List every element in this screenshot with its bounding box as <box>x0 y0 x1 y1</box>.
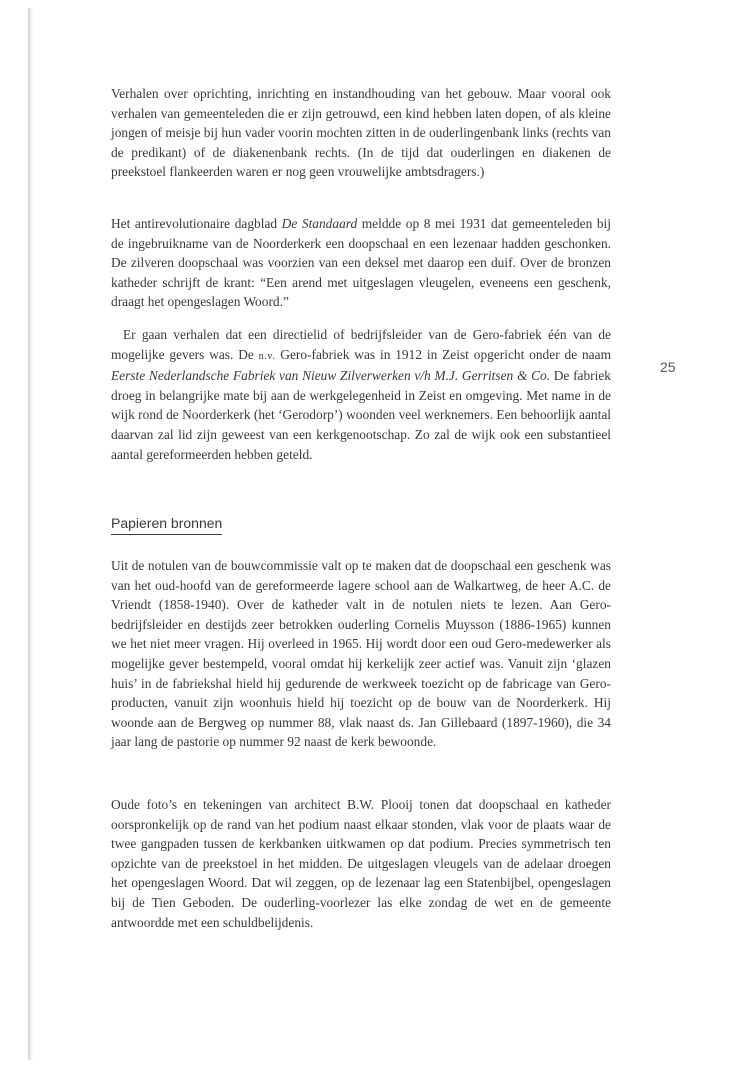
page-number: 25 <box>660 359 676 375</box>
paragraph-notulen: Uit de notulen van de bouwcommissie valt op te maken dat de doopschaal een geschenk was van het oud-hoofd van de gereformeerde lagere school aan de Walkartweg, de heer A.C. de Vriendt (1858-1940). Over de katheder valt in de notulen niets te lezen. Aan Gero-bedrijfsleider en destijds zeer betrokken ouderling Cornelis Muysson (1886-1965) kunnen we het niet meer vragen. Hij overleed in 1965. Hij wordt door een oud Gero-medewerker als mogelijke gever bestempeld, vooral omdat hij kerkelijk zeer actief was. Vanuit zijn ‘glazen huis’ in de fabriekshal hield hij gedurende de werkweek toezicht op de fabricage van Gero-producten, vanuit zijn woonhuis hield hij toezicht op de bouw van de Noorderkerk. Hij woonde aan de Bergweg op nummer 88, vlak naast ds. Jan Gillebaard (1897-1960), die 34 jaar lang de pastorie op nummer 92 naast de kerk bewoonde. <box>111 558 611 750</box>
paragraph-intro: Verhalen over oprichting, inrichting en instandhouding van het gebouw. Maar vooral ook verhalen van gemeenteleden die er zijn getrouwd, een kind hebben laten dopen, of als kleine jongen of meisje bij hun vader voorin mochten zitten in de ouderlingenbank links (rechts van de predikant) of de diakenenbank rechts. (In de tijd dat ouderlingen en diakenen de preekstoel flankeerden waren er nog geen vrouwelijke ambtsdragers.) <box>111 86 611 180</box>
paragraph-gero-part3: De fabriek droeg in belangrijke mate bij aan de werkgelegenheid in Zeist en omgeving. Met name in de wijk rond de Noorderkerk (het ‘Gerodorp’) woonden veel werknemers. Een behoorlijk aantal daarvan zal lid zijn geweest van een kerkgenootschap. Zo zal de wijk ook een substantieel aantal gereformeerden hebben geteld. <box>111 368 611 462</box>
section-heading: Papieren bronnen <box>111 515 222 535</box>
paragraph-standaard <box>111 214 611 312</box>
paragraph-gero-part2: Gero-fabriek was in 1912 in Zeist opgericht onder de naam <box>275 346 611 362</box>
newspaper-title: De Standaard <box>281 216 358 231</box>
paragraph-gero-fabriek <box>111 325 611 464</box>
company-name: Eerste Nederlandsche Fabriek van Nieuw Zilverwerken v/h M.J. Gerritsen & Co. <box>111 368 551 384</box>
paragraph-oude-fotos: Oude foto’s en tekeningen van architect B.W. Plooij tonen dat doopschaal en katheder oorspronkelijk op de rand van het podium naast elkaar stonden, vlak voor de plaats waar de twee gangpaden tussen de kerkbanken uitkwamen op dat podium. Precies symmetrisch ten opzichte van de preekstoel in het midden. De uitgeslagen vleugels van de adelaar droegen het opengeslagen Woord. Dat wil zeggen, op de lezenaar lag een Statenbijbel, opengeslagen bij de Tien Geboden. De ouderling-voorlezer las elke zondag de wet en de gemeente antwoordde met een schuldbelijdenis. <box>111 797 611 930</box>
nv-abbreviation: n.v. <box>258 350 276 362</box>
paragraph-standaard-start: Het antirevolutionaire dagblad <box>111 216 282 231</box>
paragraph-standaard-rest: meldde op 8 mei 1931 dat gemeenteleden bij de ingebruikname van de Noorderkerk een doopschaal en een lezenaar hadden geschonken. De zilveren doopschaal was voorzien van een deksel met daarop een duif. Over de bronzen katheder schrijft de krant: “Een arend met uitgeslagen vleugelen, eveneens een geschenk, draagt het opengeslagen Woord.” <box>111 216 612 310</box>
paragraph-gero-fabriek-body <box>111 325 611 464</box>
scan-edge-shadow <box>30 8 34 1060</box>
paragraph-gero-part1: Er gaan verhalen dat een directielid of bedrijfsleider van de Gero-fabriek één van de mogelijke gevers was. De <box>111 327 611 362</box>
